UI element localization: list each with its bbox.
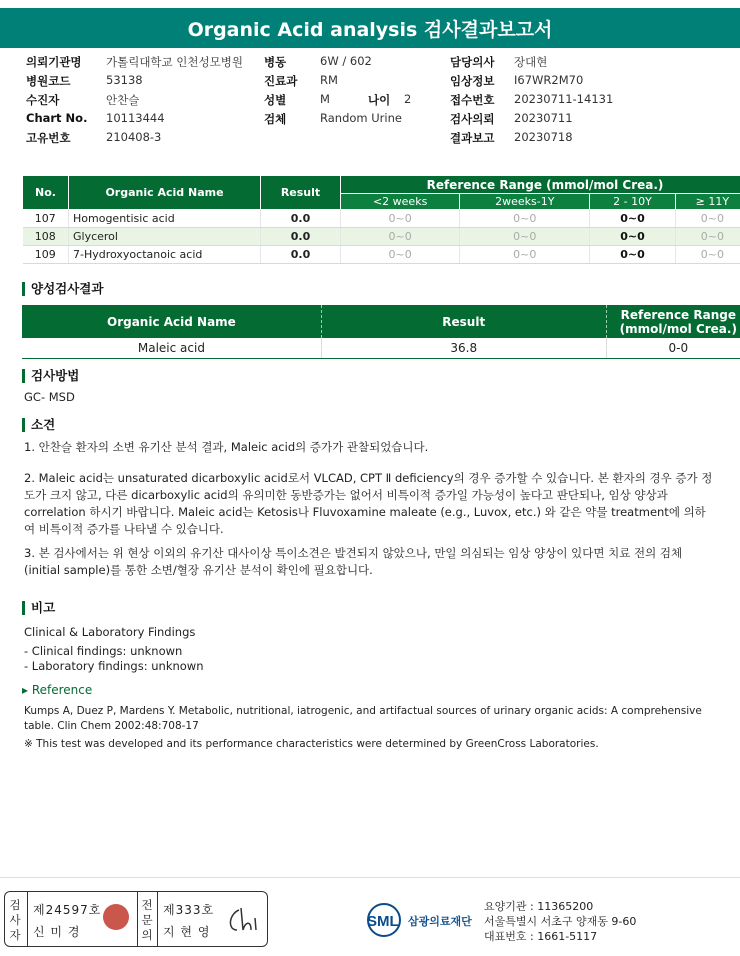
- specialist-license: 제333호: [163, 903, 215, 917]
- positive-result-table: [22, 305, 740, 359]
- row-name: 7-Hydroxyoctanoic acid: [69, 246, 261, 264]
- signature-box: [4, 891, 268, 947]
- age-value: 2: [404, 92, 412, 106]
- info-label: 접수번호: [450, 93, 495, 107]
- col-name: Organic Acid Name: [69, 176, 261, 210]
- info-label: 임상정보: [450, 74, 495, 88]
- specialist-label: 전문의: [141, 898, 153, 942]
- findings-paragraph-3: 3. 본 검사에서는 위 현상 이외의 유기산 대사이상 특이소견은 발견되지 않았으나, 만일 의심되는 임상 양상이 있다면 치료 전의 검체(initial sample)를 통한 소변/혈장 유기산 분석이 확인에 필요합니다.: [24, 546, 683, 577]
- reference-text: Kumps A, Duez P, Mardens Y. Metabolic, nutritional, iatrogenic, and artifactual sources of urinary organic acids: A comprehensive table. Clin Chem 2002:48:708-17: [24, 705, 702, 732]
- specialist-name: 지 현 영: [163, 925, 211, 939]
- table-row: [22, 338, 740, 358]
- info-label: 검사의뢰: [450, 112, 495, 126]
- col-result: Result: [261, 176, 341, 210]
- row-range: 0~0: [341, 246, 460, 264]
- seal-stamp: [103, 904, 129, 930]
- info-value: Random Urine: [320, 111, 402, 125]
- info-label: Chart No.: [26, 111, 88, 125]
- table-row: [23, 210, 740, 228]
- findings-heading: 소견: [22, 418, 55, 432]
- info-label: 검체: [264, 112, 287, 126]
- row-result: 0.0: [261, 228, 341, 246]
- info-value: 안찬슬: [106, 93, 140, 107]
- info-row: [26, 73, 726, 92]
- info-label: 의뢰기관명: [26, 55, 82, 69]
- row-name: Glycerol: [69, 228, 261, 246]
- info-label: 수진자: [26, 93, 60, 107]
- row-range: 0~0: [675, 246, 740, 264]
- reference-heading: ▸ Reference: [22, 683, 93, 697]
- col-reference-range: Reference Range (mmol/mol Crea.): [341, 176, 740, 194]
- info-value: 20230718: [514, 130, 573, 144]
- col-result: Result: [321, 305, 606, 338]
- row-result: 0.0: [261, 210, 341, 228]
- report-title: Organic Acid analysis 검사결과보고서: [0, 8, 740, 48]
- info-value: 6W / 602: [320, 54, 372, 68]
- examiner-name: 신 미 경: [33, 925, 81, 939]
- col-no: No.: [23, 176, 69, 210]
- col-range: ≥ 11Y: [675, 194, 740, 210]
- examiner-license: 제24597호: [33, 903, 102, 917]
- table-row: [23, 246, 740, 264]
- lab-logo: [366, 902, 476, 942]
- info-label: 병동: [264, 55, 287, 69]
- row-range: 0~0: [460, 228, 590, 246]
- signature-mark: [223, 904, 265, 936]
- findings-paragraph-2: 2. Maleic acid는 unsaturated dicarboxylic acid로서 VLCAD, CPT Ⅱ deficiency의 경우 증가할 수 있습니다. 본 환자의 경우 증가 정도가 크지 않고, 다른 dicarboxylic acid의 유의미한 동반증가는 없어서 비특이적 증가일 가능성이 높다고 판단되나, 임상 양상과 correlation 하시기 바랍니다. Maleic acid는 Ketosis나 Fluvoxamine maleate (e.g., Luvox, etc.) 와 같은 약물 treatment에 의하여 비특이적 증가를 나타낼 수 있습니다.: [24, 471, 713, 536]
- info-value: 53138: [106, 73, 143, 87]
- divider: [27, 892, 28, 946]
- remarks-heading: 비고: [22, 601, 55, 615]
- lab-info-line: 대표번호 : 1661-5117: [484, 930, 598, 943]
- footnote: ※ This test was developed and its performance characteristics were determined by GreenCross Laboratories.: [24, 738, 599, 750]
- positive-heading: 양성검사결과: [22, 282, 103, 296]
- row-name: Maleic acid: [22, 338, 321, 358]
- info-value: I67WR2M70: [514, 73, 584, 87]
- info-label: 진료과: [264, 74, 298, 88]
- info-value: 20230711-14131: [514, 92, 614, 106]
- lab-info-line: 요양기관 : 11365200: [484, 900, 594, 913]
- patient-info: [26, 54, 726, 149]
- divider: [157, 892, 158, 946]
- row-range: 0~0: [341, 228, 460, 246]
- col-range: <2 weeks: [341, 194, 460, 210]
- age-label: 나이: [368, 93, 391, 107]
- row-no: 107: [23, 210, 69, 228]
- info-value: 가톨릭대학교 인천성모병원: [106, 55, 243, 69]
- method-heading: 검사방법: [22, 369, 79, 383]
- row-range: 0~0: [590, 210, 675, 228]
- method-value: GC- MSD: [24, 390, 75, 404]
- row-range: 0-0: [606, 338, 740, 358]
- findings-paragraph-1: 1. 안찬슬 환자의 소변 유기산 분석 결과, Maleic acid의 증가가 관찰되었습니다.: [24, 440, 429, 454]
- info-value: 장대현: [514, 55, 548, 69]
- info-row: [26, 111, 726, 130]
- remarks-line: Clinical & Laboratory Findings: [24, 625, 196, 639]
- info-value: 20230711: [514, 111, 573, 125]
- info-value: 210408-3: [106, 130, 162, 144]
- info-label: 고유번호: [26, 131, 71, 145]
- remarks-line: - Laboratory findings: unknown: [24, 659, 204, 673]
- sml-logo-icon: [366, 902, 476, 938]
- col-reference-range: Reference Range (mmol/mol Crea.): [606, 305, 740, 338]
- info-label: 성별: [264, 93, 287, 107]
- info-row: [26, 54, 726, 73]
- lab-info-line: 서울특별시 서초구 양재동 9-60: [484, 915, 637, 928]
- info-label: 담당의사: [450, 55, 495, 69]
- info-row: [26, 92, 726, 111]
- table-row: [23, 228, 740, 246]
- row-range: 0~0: [590, 228, 675, 246]
- row-no: 109: [23, 246, 69, 264]
- info-row: [26, 130, 726, 149]
- remarks-line: - Clinical findings: unknown: [24, 644, 183, 658]
- col-range: 2 - 10Y: [590, 194, 675, 210]
- divider: [137, 892, 138, 946]
- info-label: 결과보고: [450, 131, 495, 145]
- row-range: 0~0: [460, 210, 590, 228]
- footer-divider: [0, 877, 740, 878]
- info-label: 병원코드: [26, 74, 71, 88]
- row-range: 0~0: [590, 246, 675, 264]
- organic-acid-table: [22, 175, 740, 264]
- row-no: 108: [23, 228, 69, 246]
- row-result: 0.0: [261, 246, 341, 264]
- row-name: Homogentisic acid: [69, 210, 261, 228]
- row-range: 0~0: [460, 246, 590, 264]
- col-name: Organic Acid Name: [22, 305, 321, 338]
- lab-info: [484, 899, 636, 944]
- info-value: RM: [320, 73, 338, 87]
- info-value: M: [320, 92, 330, 106]
- examiner-label: 검사자: [9, 898, 21, 942]
- row-result: 36.8: [321, 338, 606, 358]
- row-range: 0~0: [675, 210, 740, 228]
- info-value: 10113444: [106, 111, 165, 125]
- row-range: 0~0: [675, 228, 740, 246]
- lab-name: 삼광의료재단: [408, 915, 472, 928]
- col-range: 2weeks-1Y: [460, 194, 590, 210]
- row-range: 0~0: [341, 210, 460, 228]
- logo-text: SML: [367, 913, 399, 930]
